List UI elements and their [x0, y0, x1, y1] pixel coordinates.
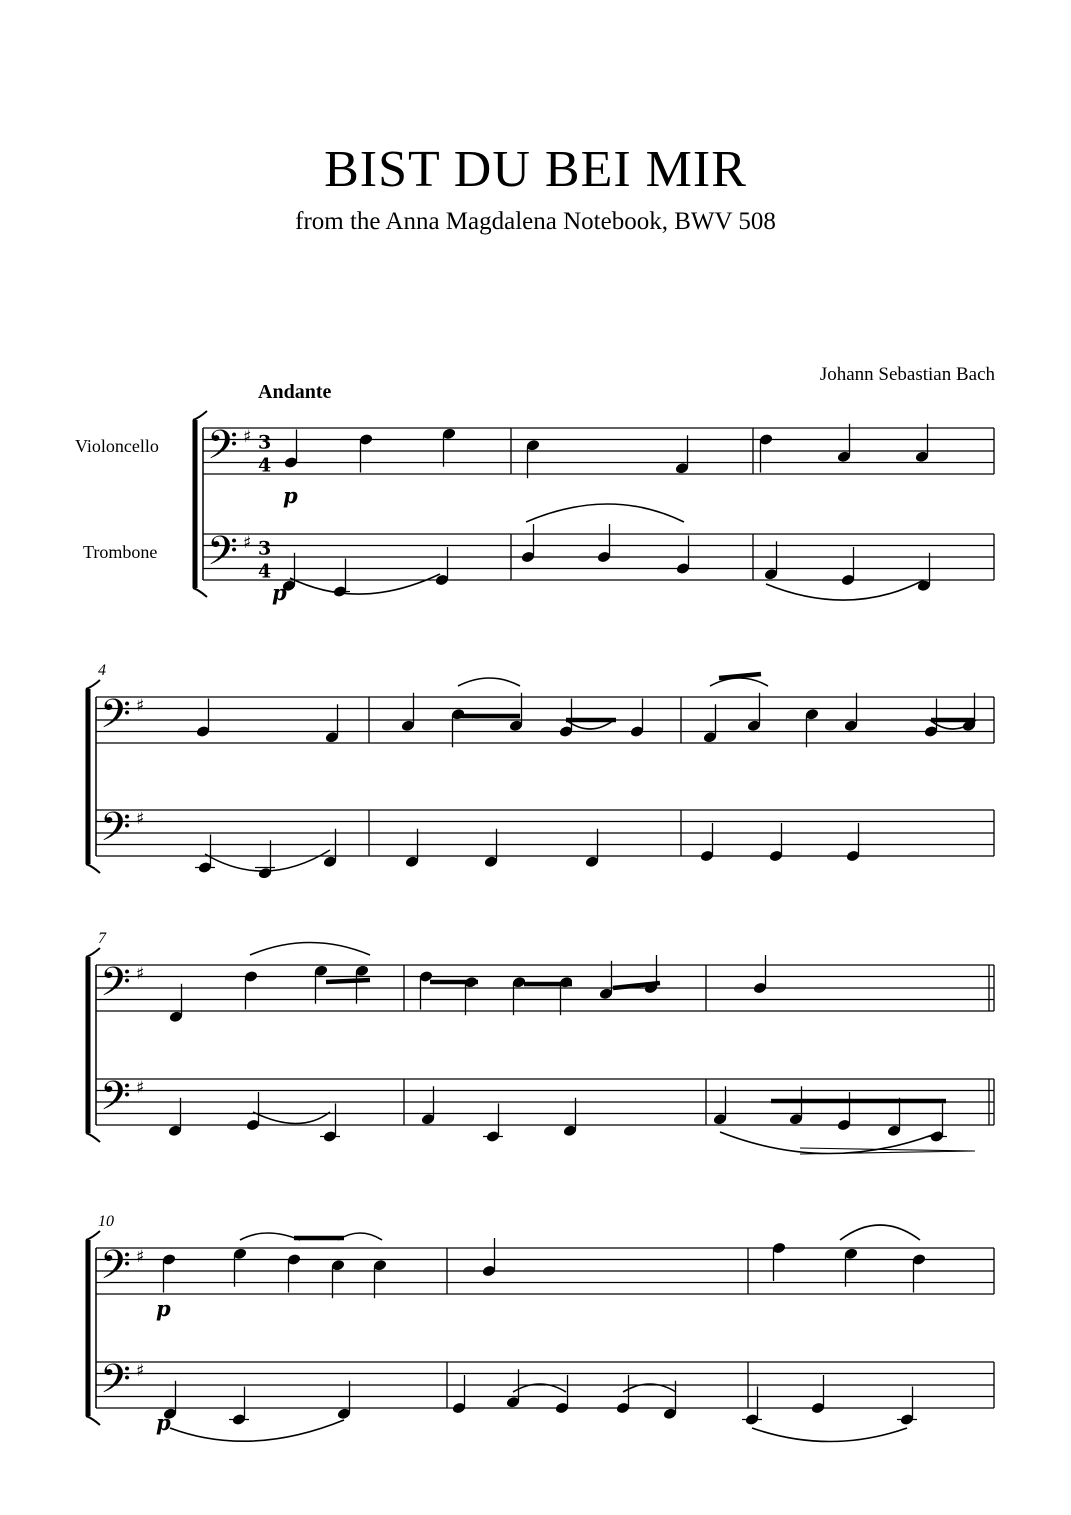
slur [240, 1233, 300, 1240]
system-4 [86, 1213, 994, 1426]
system-2 [86, 662, 994, 880]
measure-number: 10 [98, 1213, 114, 1230]
key-signature-sharp: ♯ [136, 808, 145, 829]
bass-clef: 𝄢 [100, 803, 131, 860]
dynamic-piano: p [272, 580, 287, 605]
time-signature-bottom: 4 [258, 560, 272, 583]
dynamic-piano: p [156, 1410, 171, 1435]
tempo-marking: Andante [258, 381, 332, 403]
system-3 [86, 930, 994, 1143]
slur [710, 678, 768, 686]
key-signature-sharp: ♯ [136, 963, 145, 984]
key-signature-sharp: ♯ [136, 1246, 145, 1267]
bass-clef: 𝄢 [100, 1355, 131, 1412]
bracket-top-hook [193, 411, 207, 420]
time-signature-bottom: 4 [258, 454, 272, 477]
instrument-label-trombone: Trombone [83, 542, 158, 562]
bracket-bottom-hook [86, 1133, 100, 1142]
bass-clef: 𝄢 [100, 1241, 131, 1298]
slur [290, 574, 440, 594]
bracket-bottom-hook [193, 588, 207, 597]
slur [840, 1225, 920, 1240]
bracket-bottom-hook [86, 1416, 100, 1425]
slur [458, 678, 520, 686]
bracket-bottom-hook [86, 864, 100, 873]
decrescendo-hairpin [800, 1148, 975, 1154]
bass-clef: 𝄢 [100, 690, 131, 747]
time-signature-top: 3 [258, 537, 272, 560]
key-signature-sharp: ♯ [243, 532, 252, 553]
key-signature-sharp: ♯ [136, 1360, 145, 1381]
dynamic-piano: p [156, 1296, 171, 1321]
instrument-label-violoncello: Violoncello [75, 436, 159, 456]
bass-clef: 𝄢 [207, 527, 238, 584]
bass-clef: 𝄢 [100, 1072, 131, 1129]
dynamic-piano: p [283, 483, 298, 508]
key-signature-sharp: ♯ [136, 1077, 145, 1098]
slur [526, 504, 684, 522]
bracket-top-hook [86, 1231, 100, 1240]
slur [250, 943, 370, 956]
bracket-top-hook [86, 948, 100, 957]
page-title: BIST DU BEI MIR [324, 141, 747, 198]
measure-number: 7 [98, 930, 106, 947]
slur [752, 1428, 907, 1442]
beam [326, 980, 370, 982]
slur [170, 1420, 344, 1441]
bracket-top-hook [86, 680, 100, 689]
key-signature-sharp: ♯ [243, 426, 252, 447]
composer: Johann Sebastian Bach [819, 364, 995, 385]
slur [338, 1233, 382, 1240]
beam [719, 674, 761, 678]
time-signature-top: 3 [258, 431, 272, 454]
measure-number: 4 [98, 662, 106, 679]
page-subtitle: from the Anna Magdalena Notebook, BWV 508 [295, 208, 776, 235]
bass-clef: 𝄢 [100, 958, 131, 1015]
bass-clef: 𝄢 [207, 421, 238, 478]
key-signature-sharp: ♯ [136, 695, 145, 716]
